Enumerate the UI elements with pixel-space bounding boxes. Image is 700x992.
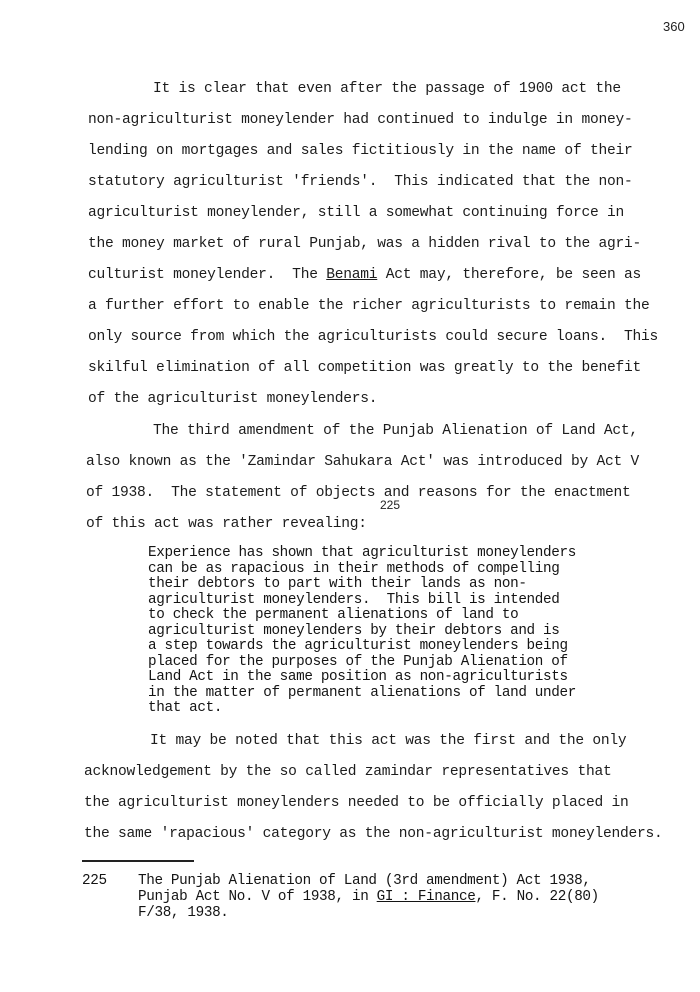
quote-line: Experience has shown that agriculturist moneylenders <box>148 545 576 561</box>
text-segment: culturist moneylender. The <box>88 267 327 283</box>
quote-line: a step towards the agriculturist moneylenders being <box>148 638 568 654</box>
text-line: agriculturist moneylender, still a somewhat continuing force in <box>88 205 624 221</box>
footnote-marker: 225 <box>380 498 401 512</box>
text-line: of this act was rather revealing: <box>86 516 367 532</box>
text-line: of the agriculturist moneylenders. <box>88 391 378 407</box>
page-number: 360 <box>663 19 685 34</box>
text-line: the same 'rapacious' category as the non-agriculturist moneylenders. <box>84 826 663 842</box>
footnote-line: F/38, 1938. <box>138 905 229 921</box>
text-line: non-agriculturist moneylender had continued to indulge in money- <box>88 112 633 128</box>
footnote-line: The Punjab Alienation of Land (3rd amendment) Act 1938, <box>138 873 591 889</box>
quote-line: agriculturist moneylenders by their debtors and is <box>148 623 560 639</box>
text-line <box>88 266 641 284</box>
footnote-divider <box>82 860 194 862</box>
footnote-number: 225 <box>82 873 107 889</box>
quote-line: agriculturist moneylenders. This bill is intended <box>148 592 560 608</box>
quote-line: their debtors to part with their lands as non- <box>148 576 527 592</box>
quote-line: placed for the purposes of the Punjab Alienation of <box>148 654 568 670</box>
underlined-source: GI : Finance <box>376 889 476 905</box>
text-line: The third amendment of the Punjab Alienation of Land Act, <box>153 423 638 439</box>
text-segment: Punjab Act No. V of 1938, in <box>138 889 377 905</box>
text-line: acknowledgement by the so called zamindar representatives that <box>84 764 612 780</box>
footnote-line <box>138 889 599 905</box>
text-line: It may be noted that this act was the first and the only <box>150 733 627 749</box>
quote-line: that act. <box>148 700 223 716</box>
quote-line: to check the permanent alienations of land to <box>148 607 519 623</box>
text-line: lending on mortgages and sales fictitiously in the name of their <box>88 143 633 159</box>
quote-line: Land Act in the same position as non-agriculturists <box>148 669 568 685</box>
text-line: of 1938. The statement of objects and reasons for the enactment <box>86 485 631 501</box>
underlined-term-benami: Benami <box>326 267 378 283</box>
text-segment: , F. No. 22(80) <box>475 889 599 905</box>
text-segment: Act may, therefore, be seen as <box>377 267 642 283</box>
text-line: only source from which the agriculturists could secure loans. This <box>88 329 659 345</box>
text-line: It is clear that even after the passage of 1900 act the <box>153 81 621 97</box>
text-line: statutory agriculturist 'friends'. This indicated that the non- <box>88 174 633 190</box>
quote-line: in the matter of permanent alienations of land under <box>148 685 576 701</box>
text-line: skilful elimination of all competition was greatly to the benefit <box>88 360 641 376</box>
quote-line: can be as rapacious in their methods of compelling <box>148 561 560 577</box>
text-line: the money market of rural Punjab, was a hidden rival to the agri- <box>88 236 641 252</box>
text-line: also known as the 'Zamindar Sahukara Act' was introduced by Act V <box>86 454 639 470</box>
text-line: the agriculturist moneylenders needed to be officially placed in <box>84 795 629 811</box>
text-line: a further effort to enable the richer agriculturists to remain the <box>88 298 650 314</box>
